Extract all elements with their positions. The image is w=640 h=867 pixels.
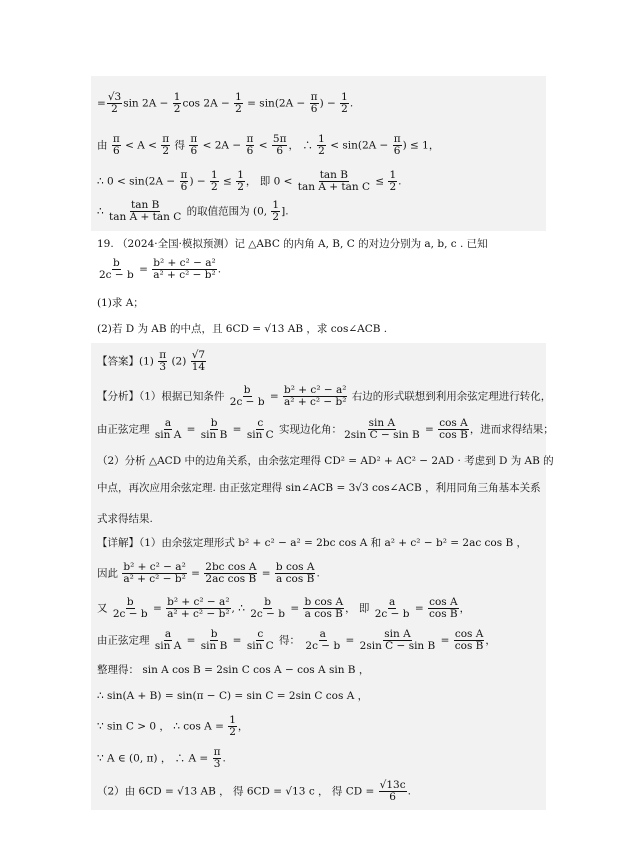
math-text: cos 2A − bbox=[182, 97, 234, 110]
fraction bbox=[200, 418, 229, 441]
line bbox=[97, 562, 320, 585]
math-text: 的取值范围为 bbox=[183, 205, 253, 218]
fraction-numerator: b cos A bbox=[275, 561, 315, 573]
fraction bbox=[107, 92, 122, 115]
math-text: − bbox=[323, 97, 340, 110]
math-text: ， 即 0 < bbox=[245, 175, 296, 188]
math-text: ) bbox=[189, 175, 194, 188]
fraction-numerator: c bbox=[257, 417, 264, 429]
fraction bbox=[374, 597, 411, 620]
math-text: . bbox=[407, 785, 411, 798]
fraction-numerator: 1 bbox=[318, 133, 325, 145]
math-text: = bbox=[287, 602, 303, 615]
fraction bbox=[200, 629, 229, 652]
line bbox=[97, 134, 439, 157]
math-text: , ∴ bbox=[231, 602, 249, 615]
math-text: ≤ bbox=[219, 175, 236, 188]
fraction bbox=[393, 134, 402, 157]
math-text: 由正弦定理 bbox=[97, 423, 153, 436]
fraction-numerator: π bbox=[310, 91, 318, 103]
line bbox=[97, 454, 554, 468]
fraction-denominator: sin B bbox=[200, 429, 228, 441]
fraction bbox=[343, 418, 421, 441]
line bbox=[97, 663, 369, 677]
math-text: 式求得结果. bbox=[97, 513, 153, 525]
math-text: 【分析】（1）根据已知条件 bbox=[97, 390, 228, 403]
math-text: = bbox=[266, 390, 283, 403]
fraction bbox=[234, 92, 243, 115]
fraction-denominator: cos B bbox=[439, 429, 468, 441]
fraction-denominator: 2 bbox=[272, 211, 280, 223]
fraction-numerator: cos A bbox=[439, 417, 468, 429]
fraction-numerator: tan B bbox=[131, 199, 160, 211]
math-text: ∴ bbox=[97, 205, 108, 218]
fraction-numerator: √13c bbox=[379, 779, 406, 791]
fraction bbox=[213, 747, 222, 770]
fraction-numerator: b² + c² − a² bbox=[153, 257, 216, 269]
fraction-denominator: 6 bbox=[246, 145, 254, 157]
fraction bbox=[166, 597, 230, 620]
math-text: 由正弦定理 bbox=[97, 634, 153, 647]
fraction-denominator: 2c − b bbox=[250, 608, 285, 620]
fraction-denominator: 2 bbox=[173, 103, 181, 115]
fraction bbox=[204, 562, 257, 585]
fraction-numerator: b bbox=[210, 628, 218, 640]
fraction bbox=[428, 597, 459, 620]
fraction bbox=[189, 134, 198, 157]
fraction bbox=[454, 629, 485, 652]
math-text: = bbox=[149, 602, 166, 615]
line bbox=[97, 322, 387, 336]
fraction-numerator: cos A bbox=[454, 628, 484, 640]
math-text: < bbox=[255, 139, 271, 152]
math-text: ， bbox=[485, 634, 496, 647]
line bbox=[97, 715, 248, 738]
fraction-numerator: π bbox=[112, 133, 120, 145]
fraction bbox=[158, 350, 167, 373]
line bbox=[97, 629, 496, 652]
math-text: . bbox=[349, 97, 354, 110]
line bbox=[97, 418, 554, 441]
fraction-denominator: a² + c² − b² bbox=[153, 269, 216, 281]
fraction-numerator: π bbox=[162, 133, 170, 145]
math-text: 由 bbox=[97, 139, 111, 152]
math-text: = bbox=[342, 634, 358, 647]
fraction-denominator: tan A + tan C bbox=[297, 181, 370, 193]
fraction bbox=[271, 200, 280, 223]
fraction-denominator: 2 bbox=[235, 103, 242, 115]
math-text: = bbox=[437, 634, 453, 647]
fraction bbox=[161, 134, 170, 157]
fraction bbox=[180, 170, 189, 193]
fraction-numerator: b bbox=[210, 417, 218, 429]
fraction bbox=[379, 780, 407, 803]
fraction bbox=[310, 92, 319, 115]
fraction-numerator: cos A bbox=[429, 596, 458, 608]
line bbox=[97, 237, 488, 251]
fraction-denominator: a cos B bbox=[276, 573, 315, 585]
fraction-numerator: b bbox=[113, 257, 120, 269]
fraction bbox=[275, 562, 316, 585]
fraction-denominator: 3 bbox=[213, 758, 221, 770]
fraction-denominator: 2 bbox=[341, 103, 348, 115]
math-text: (2A − bbox=[357, 139, 392, 152]
fraction bbox=[210, 170, 219, 193]
math-text: − bbox=[193, 175, 210, 188]
math-text: (2)若 D 为 AB 的中点，且 6CD = √13 AB ，求 cos∠ACB . bbox=[97, 323, 388, 335]
math-text: （2）由 6CD = √13 AB ， 得 6CD = √13 c ， 得 CD = bbox=[97, 785, 378, 798]
fraction-numerator: π bbox=[213, 746, 221, 758]
line bbox=[97, 597, 470, 620]
line bbox=[97, 296, 144, 310]
math-text: . bbox=[222, 752, 226, 765]
fraction-numerator: π bbox=[246, 133, 254, 145]
math-text: = bbox=[183, 423, 199, 436]
fraction bbox=[297, 170, 371, 193]
fraction-numerator: b² + c² − a² bbox=[284, 384, 347, 396]
fraction-numerator: 1 bbox=[173, 91, 181, 103]
math-text: ) bbox=[402, 139, 407, 152]
fraction-numerator: 1 bbox=[341, 91, 348, 103]
math-text: (2A − bbox=[144, 175, 179, 188]
fraction-denominator: sin A bbox=[154, 640, 182, 652]
math-text: ≤ bbox=[371, 175, 388, 188]
fraction bbox=[228, 715, 237, 738]
fraction bbox=[112, 134, 121, 157]
fraction-numerator: π bbox=[190, 133, 198, 145]
fraction bbox=[246, 418, 275, 441]
math-text: 得 bbox=[171, 139, 189, 152]
line bbox=[97, 780, 411, 803]
math-text: . bbox=[217, 263, 222, 276]
fraction-denominator: 2 bbox=[162, 145, 170, 157]
math-text: ∴ sin(A + B) = sin(π − C) = sin C = 2sin C cos A ， bbox=[97, 690, 369, 702]
fraction-denominator: 2 bbox=[237, 181, 244, 193]
fraction-denominator: 2sin C − sin B bbox=[359, 640, 436, 652]
math-text: sin 2A − bbox=[123, 97, 172, 110]
fraction-numerator: 5π bbox=[272, 133, 287, 145]
fraction-numerator: √3 bbox=[107, 91, 122, 103]
math-text: ] bbox=[281, 205, 286, 218]
math-text: = bbox=[421, 423, 438, 436]
line bbox=[97, 385, 551, 408]
fraction bbox=[438, 418, 469, 441]
fraction-denominator: a cos B bbox=[304, 608, 343, 620]
math-text: ∴ 0 < sin bbox=[97, 175, 145, 188]
fraction bbox=[272, 134, 288, 157]
math-text: = bbox=[229, 634, 245, 647]
fraction-denominator: 2c − b bbox=[229, 396, 265, 408]
fraction-denominator: 6 bbox=[112, 145, 120, 157]
math-text: ， bbox=[237, 720, 249, 733]
fraction-denominator: 6 bbox=[190, 145, 198, 157]
fraction-numerator: sin A bbox=[368, 417, 396, 429]
fraction-numerator: √7 bbox=[191, 349, 206, 361]
math-text: ， ∴ bbox=[288, 139, 317, 152]
fraction-denominator: 3 bbox=[159, 361, 167, 373]
fraction-numerator: b cos A bbox=[304, 596, 344, 608]
line bbox=[97, 747, 226, 770]
fraction-numerator: π bbox=[393, 133, 401, 145]
math-text: ， bbox=[459, 602, 471, 615]
fraction-denominator: 2c − b bbox=[374, 608, 410, 620]
line bbox=[97, 512, 153, 526]
fraction bbox=[173, 92, 182, 115]
fraction bbox=[317, 134, 326, 157]
fraction bbox=[246, 629, 275, 652]
fraction-denominator: sin C bbox=[246, 640, 274, 652]
math-text: ) bbox=[319, 97, 324, 110]
fraction-denominator: 6 bbox=[310, 103, 318, 115]
fraction-numerator: 1 bbox=[229, 714, 236, 726]
fraction-denominator: cos B bbox=[454, 640, 484, 652]
math-text: = bbox=[411, 602, 427, 615]
fraction-numerator: b² + c² − a² bbox=[167, 596, 230, 608]
fraction-numerator: 1 bbox=[237, 169, 244, 181]
fraction-denominator: sin C bbox=[246, 429, 274, 441]
fraction-denominator: a² + c² − b² bbox=[167, 608, 230, 620]
fraction-denominator: a² + c² − b² bbox=[123, 573, 186, 585]
fraction bbox=[304, 629, 341, 652]
fraction-denominator: 2c − b bbox=[305, 640, 341, 652]
math-text: . bbox=[285, 205, 289, 218]
fraction-numerator: 1 bbox=[389, 169, 397, 181]
fraction-denominator: 2 bbox=[389, 181, 397, 193]
fraction-denominator: 6 bbox=[276, 145, 284, 157]
math-text: (1)求 A； bbox=[97, 297, 144, 309]
fraction-numerator: c bbox=[257, 628, 264, 640]
fraction bbox=[249, 597, 286, 620]
fraction-numerator: a bbox=[319, 628, 326, 640]
line bbox=[97, 689, 368, 703]
line bbox=[97, 350, 207, 373]
math-text: < 2A − bbox=[199, 139, 245, 152]
fraction-numerator: sin A bbox=[384, 628, 411, 640]
math-text: 【详解】（1）由余弦定理形式 b² + c² − a² = 2bc cos A 和 a² + c² − b² = 2ac cos B ， bbox=[97, 537, 528, 549]
math-text: ， 即 bbox=[345, 602, 373, 615]
fraction bbox=[340, 92, 349, 115]
fraction bbox=[112, 597, 149, 620]
math-text: 【答案】(1) bbox=[97, 355, 158, 368]
fraction bbox=[108, 200, 182, 223]
math-text: ∵ sin C > 0 ， ∴ cos A = bbox=[97, 720, 228, 733]
math-text: = bbox=[97, 97, 106, 110]
fraction-denominator: sin B bbox=[200, 640, 228, 652]
line bbox=[97, 481, 541, 495]
fraction-numerator: 1 bbox=[211, 169, 218, 181]
math-text: = bbox=[183, 634, 199, 647]
fraction-numerator: a bbox=[389, 596, 396, 608]
fraction-denominator: sin A bbox=[154, 429, 182, 441]
fraction-denominator: 2 bbox=[229, 726, 236, 738]
math-text: 实现边化角： bbox=[275, 423, 343, 436]
line bbox=[97, 92, 353, 115]
fraction-numerator: π bbox=[159, 349, 167, 361]
fraction-numerator: π bbox=[180, 169, 188, 181]
fraction-denominator: 2c − b bbox=[99, 269, 134, 281]
math-text: . bbox=[316, 567, 320, 580]
math-text: = sin bbox=[243, 97, 275, 110]
line bbox=[97, 170, 402, 193]
fraction bbox=[283, 385, 347, 408]
fraction-numerator: a bbox=[164, 628, 172, 640]
fraction bbox=[98, 258, 135, 281]
math-text: （2）分析 △ACD 中的边角关系，由余弦定理得 CD² = AD² + AC² − 2AD · 考虑到 D 为 AB 的 bbox=[97, 455, 554, 467]
math-text: 整理得： sin A cos B = 2sin C cos A − cos A sin B ， bbox=[97, 664, 370, 676]
math-text: 得： bbox=[275, 634, 304, 647]
fraction-numerator: 1 bbox=[272, 199, 280, 211]
math-text: ∵ A ∈ (0, π) ， ∴ A = bbox=[97, 752, 212, 765]
line bbox=[97, 200, 289, 223]
fraction bbox=[246, 134, 255, 157]
fraction-numerator: 1 bbox=[235, 91, 242, 103]
fraction bbox=[191, 350, 206, 373]
math-text: 中点，再次应用余弦定理. 由正弦定理得 sin∠ACB = 3√3 cos∠ACB ，利用同角三角基本关系 bbox=[97, 482, 541, 494]
line bbox=[97, 258, 221, 281]
fraction-numerator: b bbox=[126, 596, 134, 608]
fraction-denominator: 2ac cos B bbox=[205, 573, 257, 585]
math-text: ，进而求得结果； bbox=[469, 423, 554, 436]
math-text: ≤ 1， bbox=[406, 139, 440, 152]
fraction-denominator: 2 bbox=[318, 145, 325, 157]
math-text: < A < bbox=[121, 139, 161, 152]
fraction-numerator: b² + c² − a² bbox=[123, 561, 186, 573]
fraction-denominator: 2 bbox=[211, 181, 218, 193]
math-text: 右边的形式联想到利用余弦定理进行转化， bbox=[348, 390, 552, 403]
fraction bbox=[152, 258, 216, 281]
fraction bbox=[303, 597, 344, 620]
math-text: < sin bbox=[326, 139, 358, 152]
line bbox=[97, 536, 527, 550]
fraction-denominator: 2sin C − sin B bbox=[344, 429, 420, 441]
fraction-denominator: tan A + tan C bbox=[109, 211, 182, 223]
fraction-numerator: 2bc cos A bbox=[205, 561, 257, 573]
math-text: 19. （2024·全国·模拟预测）记 △ABC 的内角 A, B, C 的对边分别为 a, b, c . 已知 bbox=[97, 238, 488, 250]
fraction-denominator: 14 bbox=[191, 361, 206, 373]
math-text: = bbox=[258, 567, 274, 580]
fraction-numerator: a bbox=[164, 417, 172, 429]
fraction-denominator: 2c − b bbox=[112, 608, 148, 620]
fraction-denominator: a² + c² − b² bbox=[284, 396, 347, 408]
fraction-numerator: b bbox=[243, 384, 251, 396]
fraction bbox=[229, 385, 266, 408]
math-text: 又 bbox=[97, 602, 111, 615]
fraction bbox=[154, 629, 182, 652]
math-text: . bbox=[398, 175, 402, 188]
fraction bbox=[359, 629, 437, 652]
math-text: = bbox=[135, 263, 152, 276]
fraction-denominator: 6 bbox=[180, 181, 188, 193]
fraction bbox=[154, 418, 182, 441]
fraction bbox=[122, 562, 186, 585]
math-text: 因此 bbox=[97, 567, 122, 580]
fraction-numerator: b bbox=[264, 596, 271, 608]
fraction-numerator: tan B bbox=[319, 169, 348, 181]
fraction-denominator: 6 bbox=[389, 791, 396, 803]
math-text: (0, bbox=[252, 205, 271, 218]
math-text: = bbox=[229, 423, 245, 436]
math-text: (2) bbox=[168, 355, 190, 368]
math-text: (2A − bbox=[274, 97, 309, 110]
fraction bbox=[388, 170, 397, 193]
math-text: = bbox=[187, 567, 204, 580]
fraction bbox=[236, 170, 245, 193]
fraction-denominator: 2 bbox=[111, 103, 118, 115]
fraction-denominator: 6 bbox=[393, 145, 401, 157]
fraction-denominator: cos B bbox=[429, 608, 458, 620]
